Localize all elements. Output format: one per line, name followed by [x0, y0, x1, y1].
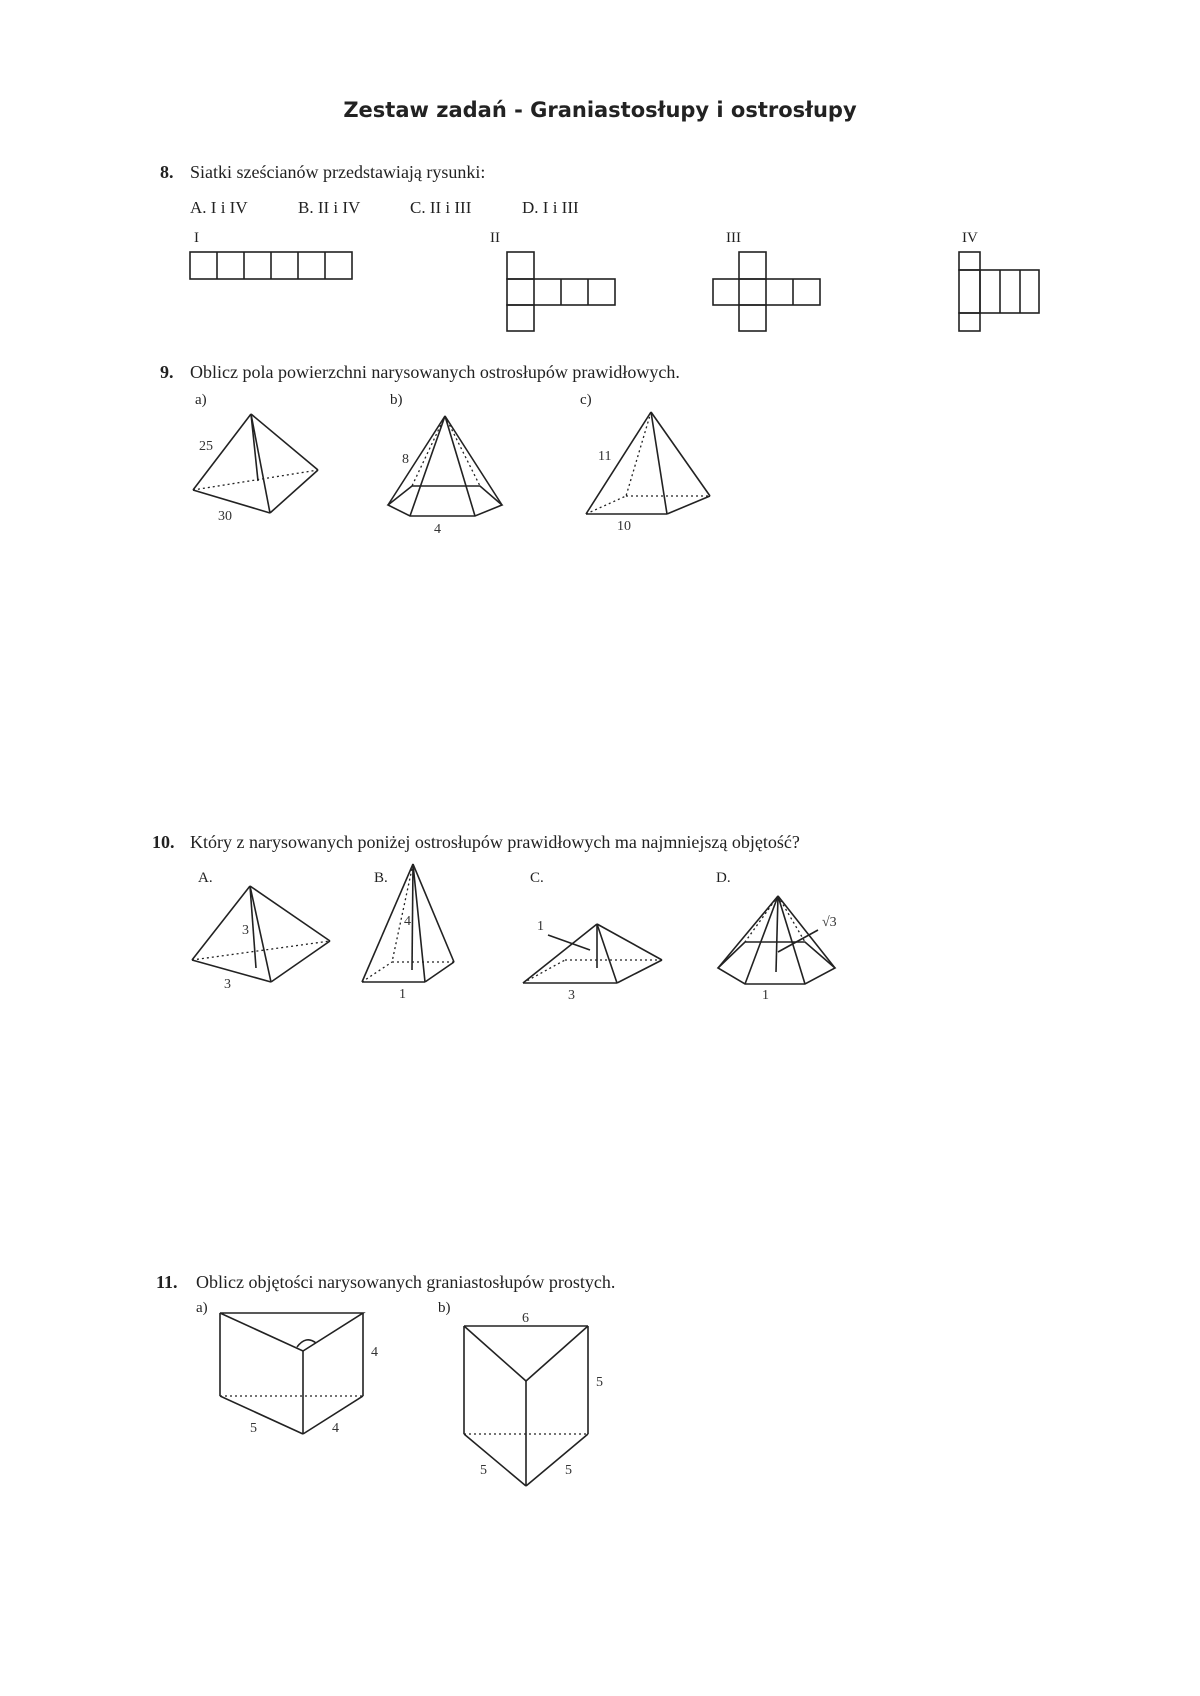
pyramid-9c-base: 10: [617, 519, 631, 534]
q10-part-c: C.: [530, 870, 544, 886]
pyramid-9a: [193, 414, 318, 524]
pyramid-9a-base: 30: [218, 509, 232, 524]
net-label-4: IV: [962, 230, 978, 246]
pyramid-10d-apothem: √3: [822, 915, 837, 930]
pyramid-10d: [718, 896, 837, 1003]
q9-text: Oblicz pola powierzchni narysowanych ostrosłupów prawidłowych.: [190, 362, 680, 382]
q11-text: Oblicz objętości narysowanych graniastosłupów prostych.: [196, 1272, 616, 1292]
pyramid-9a-edge: 25: [199, 439, 213, 454]
pyramid-10c: [523, 919, 662, 1003]
net-label-1: I: [194, 230, 199, 246]
prism-11b-height: 5: [596, 1375, 603, 1390]
q8-option-a: A. I i IV: [190, 198, 248, 217]
prism-11a: [220, 1313, 378, 1436]
pyramid-10b-height: 4: [404, 914, 411, 929]
q9-part-a: a): [195, 392, 207, 408]
q10-number: 10.: [152, 832, 175, 852]
cube-net-3: [713, 252, 820, 331]
pyramid-9b-edge: 8: [402, 452, 409, 467]
pyramid-10b: [362, 864, 454, 1002]
q10-text: Który z narysowanych poniżej ostrosłupów prawidłowych ma najmniejszą objętość?: [190, 832, 800, 852]
cube-net-4: [959, 252, 1039, 331]
q11-part-b: b): [438, 1300, 451, 1316]
pyramid-10c-height: 1: [537, 919, 544, 934]
q9-part-c: c): [580, 392, 592, 408]
net-label-3: III: [726, 230, 741, 246]
prism-11a-height: 4: [371, 1345, 378, 1360]
pyramid-9c: [586, 412, 710, 534]
prism-11b-top: 6: [522, 1311, 529, 1326]
q9-number: 9.: [160, 362, 174, 382]
pyramid-10a: [192, 886, 330, 992]
net-label-2: II: [490, 230, 500, 246]
cube-net-2: [507, 252, 615, 331]
q8-option-b: B. II i IV: [298, 198, 361, 217]
q10-part-a: A.: [198, 870, 213, 886]
prism-11b-leg1: 5: [480, 1463, 487, 1478]
pyramid-10a-height: 3: [242, 923, 249, 938]
prism-11b: [464, 1311, 603, 1486]
prism-11b-leg2: 5: [565, 1463, 572, 1478]
q10-part-b: B.: [374, 870, 388, 886]
q11-part-a: a): [196, 1300, 208, 1316]
pyramid-9c-edge: 11: [598, 449, 612, 464]
q10-part-d: D.: [716, 870, 731, 886]
pyramid-9b-base: 4: [434, 522, 441, 537]
q11-number: 11.: [156, 1272, 178, 1292]
pyramid-10d-base: 1: [762, 988, 769, 1003]
q8-text: Siatki sześcianów przedstawiają rysunki:: [190, 162, 486, 182]
q8-option-d: D. I i III: [522, 198, 579, 217]
q8-option-c: C. II i III: [410, 198, 472, 217]
q8-number: 8.: [160, 162, 174, 182]
prism-11a-leg2: 4: [332, 1421, 339, 1436]
pyramid-10c-base: 3: [568, 988, 575, 1003]
pyramid-9b: [388, 416, 502, 537]
pyramid-10a-base: 3: [224, 977, 231, 992]
prism-11a-leg1: 5: [250, 1421, 257, 1436]
q9-part-b: b): [390, 392, 403, 408]
cube-net-1: [190, 252, 352, 279]
page-title: Zestaw zadań - Graniastosłupy i ostrosłupy: [343, 98, 857, 122]
pyramid-10b-base: 1: [399, 987, 406, 1002]
